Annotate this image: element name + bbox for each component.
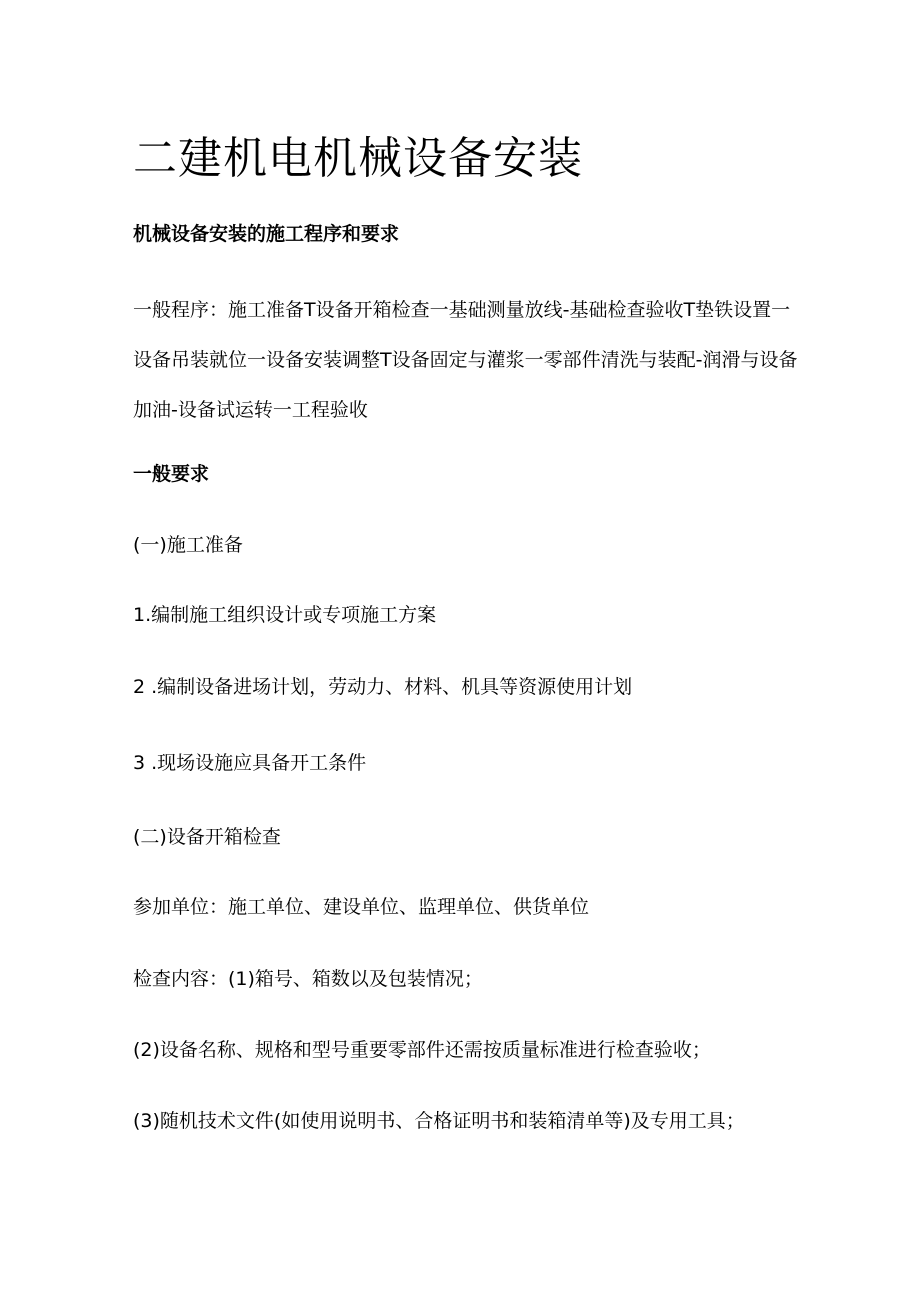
part1-item-3: 3 .现场设施应具备开工条件 — [133, 752, 367, 774]
part2-participants: 参加单位：施工单位、建设单位、监理单位、供货单位 — [133, 896, 590, 918]
part1-item-1: 1.编制施工组织设计或专项施工方案 — [133, 604, 437, 626]
part2-inspection-3: (3)随机技术文件(如使用说明书、合格证明书和装箱清单等)及专用工具； — [133, 1110, 745, 1132]
part2-inspection-1: 检查内容：(1)箱号、箱数以及包装情况； — [133, 968, 483, 990]
part1-heading: (一)施工准备 — [133, 534, 243, 556]
part1-item-2: 2 .编制设备进场计划，劳动力、材料、机具等资源使用计划 — [133, 676, 633, 698]
document-title: 二建机电机械设备安装 — [133, 133, 583, 184]
part2-heading: (二)设备开箱检查 — [133, 826, 281, 848]
part2-inspection-2: (2)设备名称、规格和型号重要零部件还需按质量标准进行检查验收； — [133, 1039, 711, 1061]
general-procedure-paragraph: 一般程序：施工准备T设备开箱检查一基础测量放线-基础检查验收T垫铁设置一设备吊装就位一设备安装调整T设备固定与灌浆一零部件清洗与装配-润滑与设备加油-设备试运转一工程验收 — [133, 299, 798, 421]
general-requirements-heading: 一般要求 — [133, 463, 210, 485]
section-heading: 机械设备安装的施工程序和要求 — [133, 223, 400, 245]
